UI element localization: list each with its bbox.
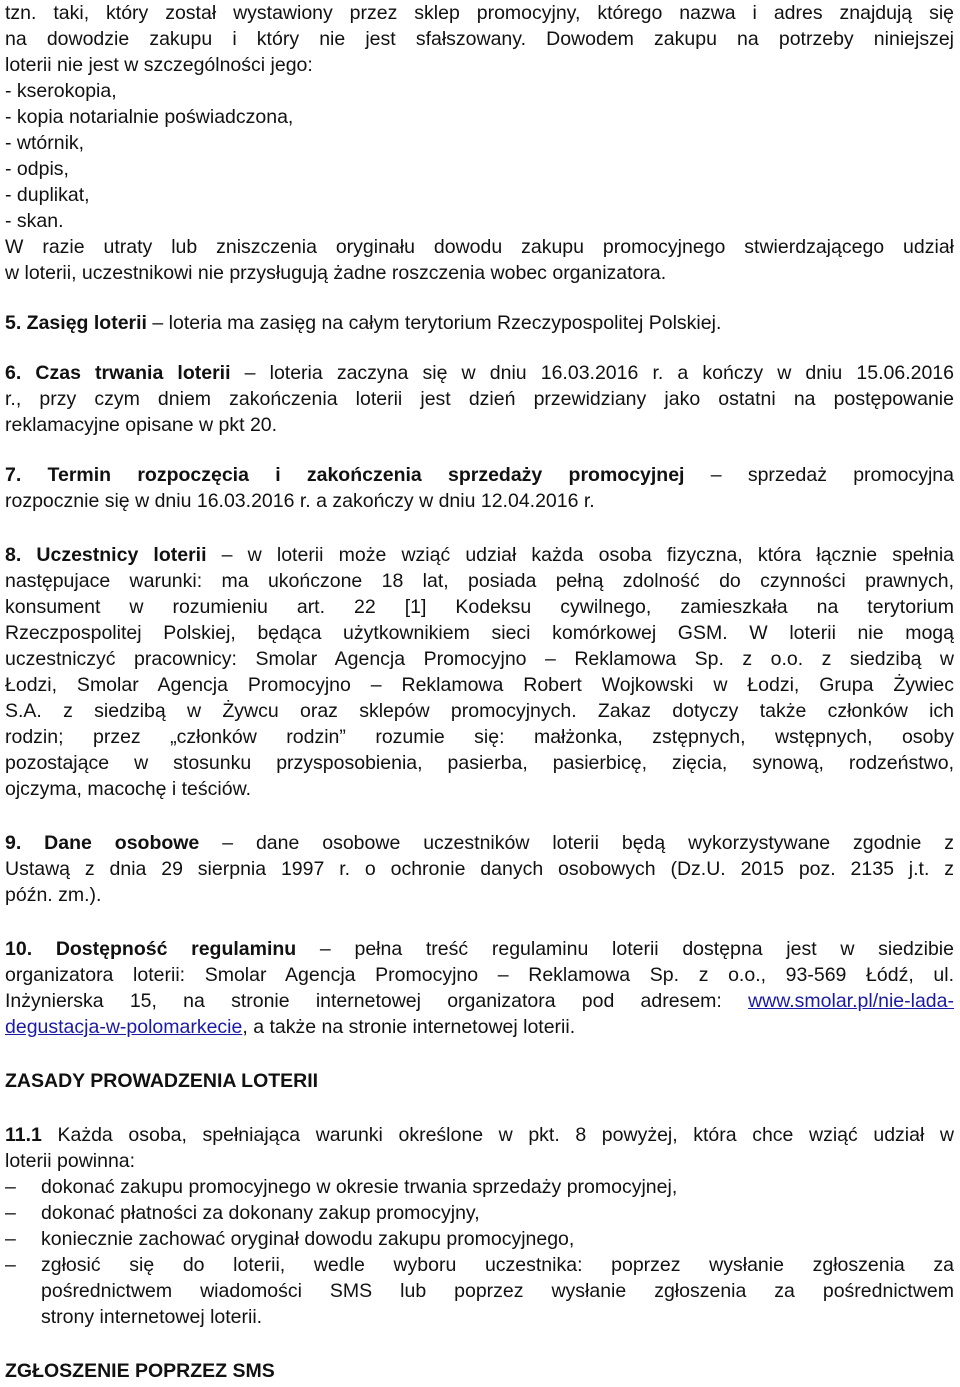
text-line: pośrednictwem wiadomości SMS lub poprzez wysłanie zgłoszenia za pośrednictwem (41, 1280, 954, 1302)
list-item-text: dokonać płatności za dokonany zakup promocyjny, (41, 1202, 480, 1224)
text-line: uczestniczyć pracownicy: Smolar Agencja Promocyjno – Reklamowa Sp. z o.o. z siedzibą w (5, 648, 954, 670)
list-item (5, 1200, 954, 1226)
page-subtitle: ZASADY PROWADZENIA LOTERII (5, 1070, 319, 1092)
section-number: 9. (5, 832, 22, 854)
section-heading: 5. Zasięg loterii (5, 312, 147, 334)
section-11-1 (5, 1122, 954, 1330)
section-5 (5, 310, 954, 336)
list-item: - kopia notarialnie poświadczona, (5, 106, 294, 128)
list-item: - duplikat, (5, 184, 90, 206)
section-text: – dane osobowe uczestników loterii będą wykorzystywane zgodnie z (199, 832, 954, 854)
text-line: ojczyma, macochę i teściów. (5, 778, 252, 800)
text-line: loterii nie jest w szczególności jego: (5, 54, 313, 76)
text-line: S.A. z siedzibą w Żywcu oraz sklepów promocyjnych. Zakaz dotyczy także członków ich (5, 700, 954, 722)
section-heading: 6. Czas trwania loterii (5, 362, 231, 384)
section-heading: 7. Termin rozpoczęcia i zakończenia sprzedaży promocyjnej (5, 464, 685, 486)
dash-bullet: – (5, 1202, 16, 1224)
section-text: – loteria zaczyna się w dniu 16.03.2016 r. a kończy w dniu 15.06.2016 (230, 362, 954, 384)
text-line: w loterii, uczestnikowi nie przysługują żadne roszczenia wobec organizatora. (5, 262, 667, 284)
list-item (5, 1174, 954, 1200)
list-item: - wtórnik, (5, 132, 85, 154)
text-line: rodzin; przez „członków rodzin” rozumie się: małżonka, zstępnych, wstępnych, osoby (5, 726, 954, 748)
section-number: 8. (5, 544, 22, 566)
section-heading: Dane osobowe (21, 832, 200, 854)
text-line: zgłosić się do loterii, wedle wyboru uczestnika: poprzez wysłanie zgłoszenia za (41, 1254, 954, 1276)
dash-bullet: – (5, 1254, 16, 1276)
section-text: Każda osoba, spełniająca warunki określone w pkt. 8 powyżej, która chce wziąć udział w (41, 1124, 954, 1146)
text-line: Łodzi, Smolar Agencja Promocyjno – Reklamowa Robert Wojkowski w Łodzi, Grupa Żywiec (5, 674, 954, 696)
text-line: organizatora loterii: Smolar Agencja Promocyjno – Reklamowa Sp. z o.o., 93-569 Łódź, ul. (5, 964, 954, 986)
section-number: 11.1 (5, 1124, 42, 1146)
list-item (5, 1226, 954, 1252)
section-text: – sprzedaż promocyjna (684, 464, 954, 486)
text-line: Inżynierska 15, na stronie internetowej organizatora pod adresem: (5, 990, 749, 1012)
list-item: - odpis, (5, 158, 69, 180)
dash-bullet: – (5, 1176, 16, 1198)
section-text: – w loterii może wziąć udział każda osoba fizyczna, która łącznie spełnia (206, 544, 954, 566)
text-line: , a także na stronie internetowej loterii. (242, 1016, 576, 1038)
section-text: – loteria ma zasięg na całym terytorium Rzeczypospolitej Polskiej. (146, 312, 722, 334)
text-line: rozpocznie się w dniu 16.03.2016 r. a zakończy w dniu 12.04.2016 r. (5, 490, 595, 512)
section-10 (5, 936, 954, 1040)
text-line: tzn. taki, który został wystawiony przez sklep promocyjny, którego nazwa i adres znajdują się (5, 2, 954, 24)
text-line: r., przy czym dniem zakończenia loterii jest dzień przewidziany jako ostatni na postępowanie (5, 388, 954, 410)
list-item: - skan. (5, 210, 64, 232)
text-line: następujace warunki: ma ukończone 18 lat, posiada pełną zdolność do czynności prawnych, (5, 570, 954, 592)
list-item-text (41, 1252, 954, 1330)
text-line: Rzeczpospolitej Polskiej, będąca użytkownikiem sieci komórkowej GSM. W loterii nie mogą (5, 622, 954, 644)
text-line: reklamacyjne opisane w pkt 20. (5, 414, 278, 436)
list-item-text: dokonać zakupu promocyjnego w okresie trwania sprzedaży promocyjnej, (41, 1176, 678, 1198)
dash-bullet: – (5, 1228, 16, 1250)
text-line: konsument w rozumieniu art. 22 [1] Kodeksu cywilnego, zamieszkała na terytorium (5, 596, 954, 618)
text-line: strony internetowej loterii. (41, 1306, 263, 1328)
section-heading-zasady (5, 1068, 954, 1094)
text-line: loterii powinna: (5, 1150, 136, 1172)
regulations-link[interactable]: www.smolar.pl/nie-lada- (748, 990, 954, 1012)
text-line: późn. zm.). (5, 884, 102, 906)
list-item-text: koniecznie zachować oryginał dowodu zakupu promocyjnego, (41, 1228, 575, 1250)
section-heading: Dostępność regulaminu (32, 938, 297, 960)
section-6 (5, 360, 954, 438)
regulations-link-continued[interactable]: degustacja-w-polomarkecie (5, 1016, 243, 1038)
page-subtitle: ZGŁOSZENIE POPRZEZ SMS (5, 1360, 275, 1382)
text-line: na dowodzie zakupu i który nie jest sfałszowany. Dowodem zakupu na potrzeby niniejszej (5, 28, 954, 50)
section-heading-sms (5, 1358, 954, 1384)
section-text: – pełna treść regulaminu loterii dostępna jest w siedzibie (296, 938, 954, 960)
section-8 (5, 542, 954, 802)
list-item: - kserokopia, (5, 80, 117, 102)
section-heading: Uczestnicy loterii (21, 544, 207, 566)
section-number: 10. (5, 938, 33, 960)
section-7 (5, 462, 954, 514)
list-item (5, 1252, 954, 1330)
text-line: W razie utraty lub zniszczenia oryginału dowodu zakupu promocyjnego stwierdzającego udział (5, 236, 954, 258)
text-line: Ustawą z dnia 29 sierpnia 1997 r. o ochronie danych osobowych (Dz.U. 2015 poz. 2135 j.t. z (5, 858, 954, 880)
section-9 (5, 830, 954, 908)
text-line: pozostające w stosunku przysposobienia, pasierba, pasierbicę, zięcia, synową, rodzeństwo, (5, 752, 954, 774)
intro-paragraph (5, 0, 954, 286)
